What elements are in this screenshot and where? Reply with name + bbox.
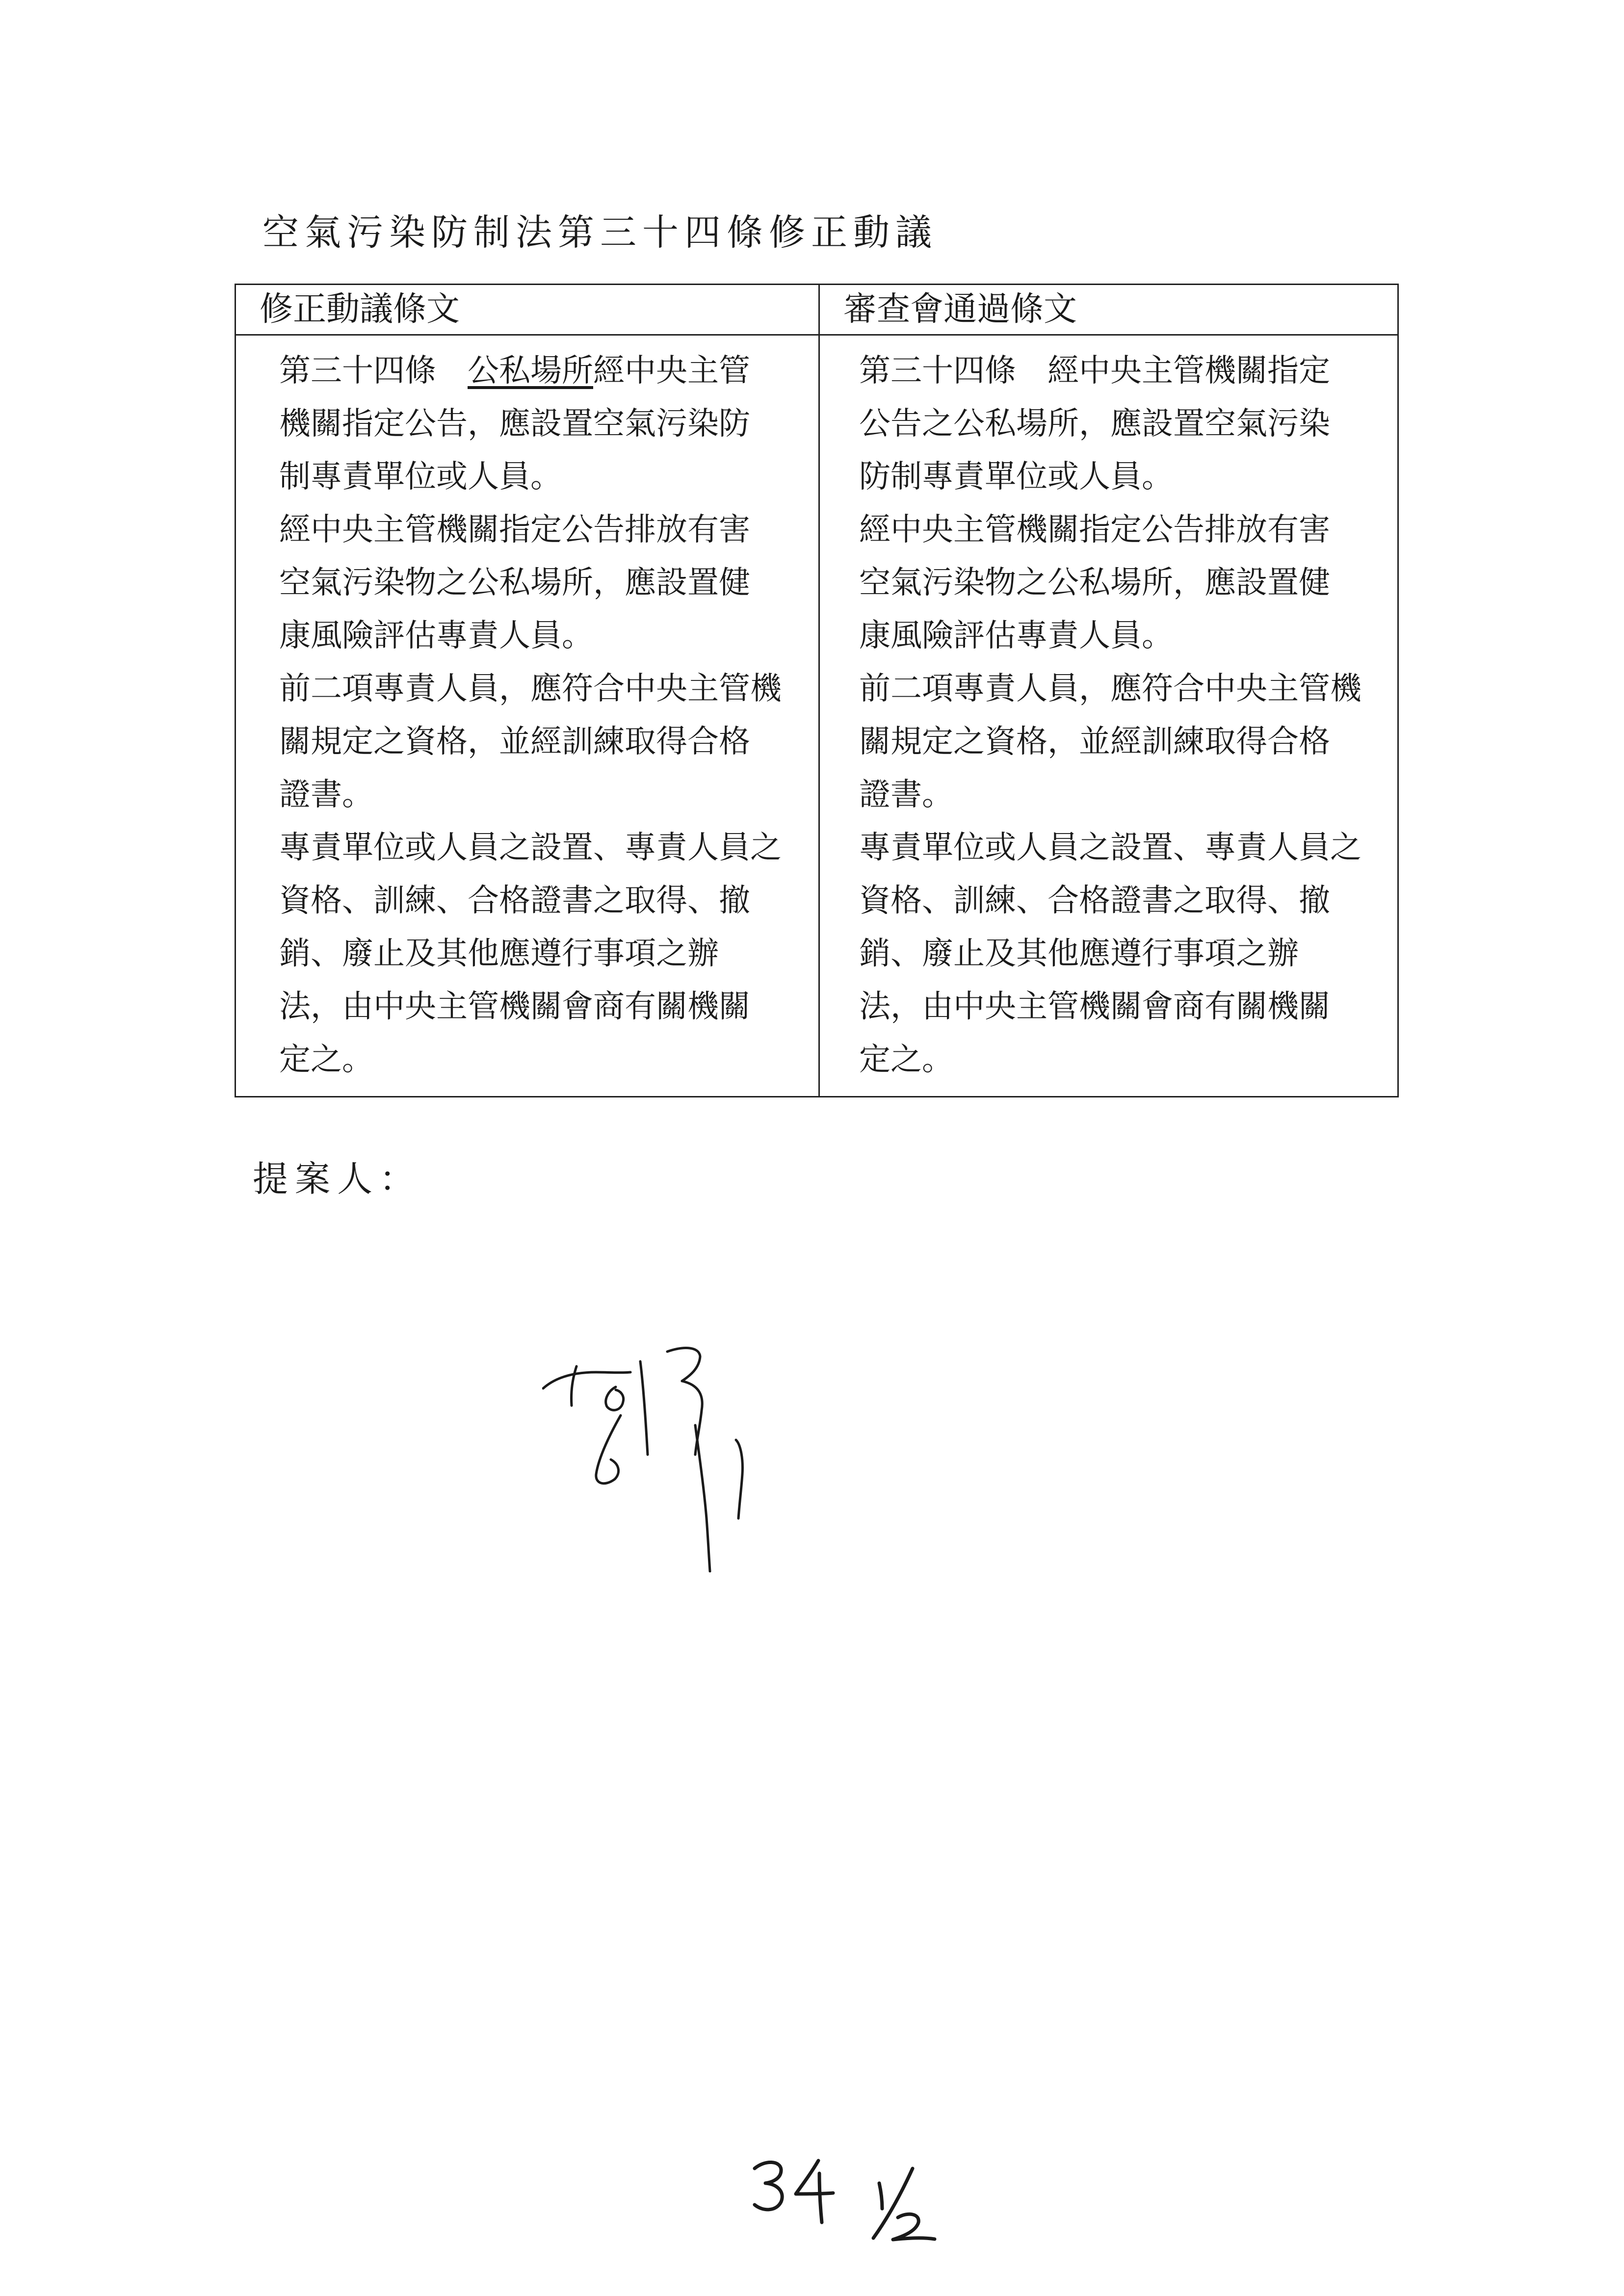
paragraph-line: 定之。 [859, 1042, 953, 1078]
paragraph-line: 前二項專責人員，應符合中央主管機 [279, 671, 782, 707]
underlined-amendment: 公私場所 [468, 353, 593, 389]
handwritten-signature [542, 1342, 817, 1572]
committee-passed-text [819, 335, 1398, 1097]
paragraph-line: 經中央主管機關指定公告排放有害 [859, 512, 1330, 548]
paragraph-3 [279, 662, 817, 821]
paragraph-line: 關規定之資格，並經訓練取得合格 [859, 724, 1330, 760]
paragraph-line: 第三十四條 經中央主管機關指定 [859, 353, 1330, 389]
document-title: 空氣污染防制法第三十四條修正動議 [262, 211, 938, 254]
article-number: 第三十四條 [279, 353, 468, 389]
paragraph-line: 康風險評估專責人員。 [859, 618, 1173, 654]
header-proposed-amendment: 修正動議條文 [236, 285, 819, 335]
paragraph-line: 銷、廢止及其他應遵行事項之辦 [279, 936, 719, 972]
paragraph-line: 法，由中央主管機關會商有關機關 [859, 989, 1330, 1025]
paragraph-line: 專責單位或人員之設置、專責人員之 [279, 830, 782, 866]
paragraph-line: 空氣污染物之公私場所，應設置健 [859, 565, 1330, 601]
paragraph-line: 前二項專責人員，應符合中央主管機 [859, 671, 1362, 707]
paragraph-line: 康風險評估專責人員。 [279, 618, 593, 654]
paragraph-line: 公告之公私場所，應設置空氣污染 [859, 406, 1330, 442]
header-committee-passed: 審查會通過條文 [819, 285, 1398, 335]
paragraph-line: 防制專責單位或人員。 [859, 459, 1173, 495]
comparison-table [235, 284, 1399, 1097]
paragraph-3 [859, 662, 1397, 821]
paragraph-1 [279, 344, 817, 503]
handwritten-page-number [751, 2154, 957, 2242]
paragraph-line: 機關指定公告，應設置空氣污染防 [279, 406, 750, 442]
proposed-amendment-text [236, 335, 819, 1097]
paragraph-line: 空氣污染物之公私場所，應設置健 [279, 565, 750, 601]
proposer-label: 提案人： [253, 1158, 422, 1200]
paragraph-line: 經中央主管機關指定公告排放有害 [279, 512, 750, 548]
table-header-row [236, 285, 1398, 335]
line-rest: 經中央主管 [593, 353, 750, 389]
paragraph-1 [859, 344, 1397, 503]
paragraph-line: 法，由中央主管機關會商有關機關 [279, 989, 750, 1025]
paragraph-line: 制專責單位或人員。 [279, 459, 562, 495]
paragraph-line: 專責單位或人員之設置、專責人員之 [859, 830, 1362, 866]
paragraph-line: 資格、訓練、合格證書之取得、撤 [279, 883, 750, 919]
paragraph-line [279, 344, 817, 397]
table-body-row [236, 335, 1398, 1097]
paragraph-line: 資格、訓練、合格證書之取得、撤 [859, 883, 1330, 919]
paragraph-line: 銷、廢止及其他應遵行事項之辦 [859, 936, 1299, 972]
paragraph-line: 證書。 [859, 777, 953, 813]
paragraph-line: 關規定之資格，並經訓練取得合格 [279, 724, 750, 760]
paragraph-4 [279, 821, 817, 1086]
paragraph-2 [279, 503, 817, 662]
paragraph-line: 定之。 [279, 1042, 373, 1078]
paragraph-4 [859, 821, 1397, 1086]
paragraph-2 [859, 503, 1397, 662]
paragraph-line: 證書。 [279, 777, 373, 813]
